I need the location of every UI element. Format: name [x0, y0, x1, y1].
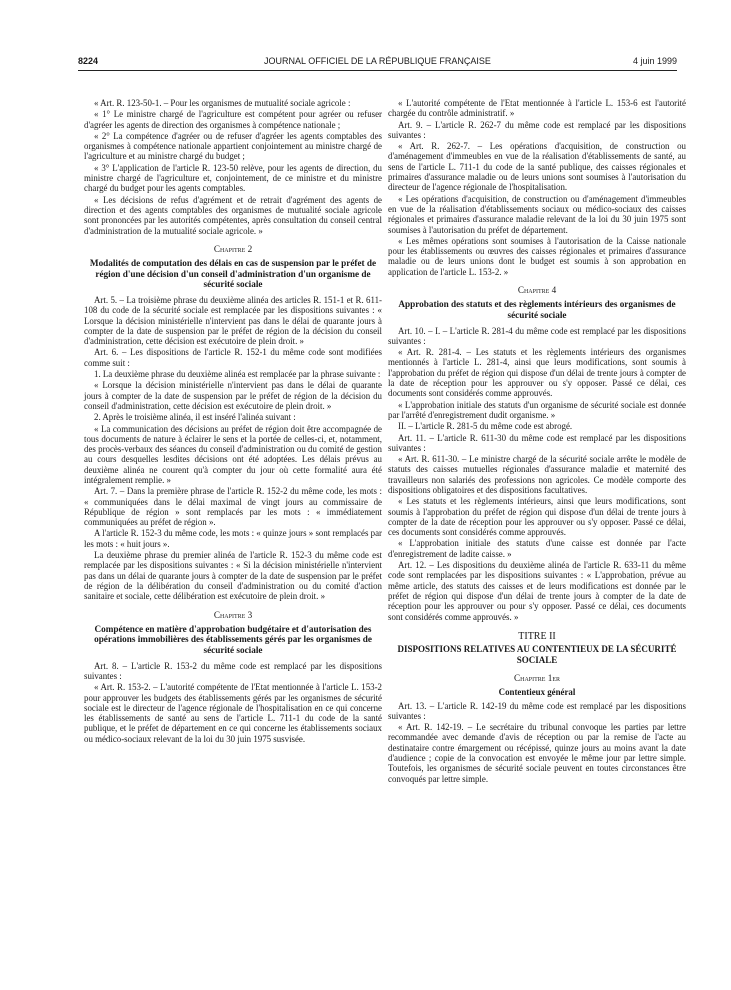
chapter-heading: Chapitre 4	[517, 285, 557, 296]
paragraph: « 2° La compétence d'agréer ou de refuser d'agréer les agents comptables des organismes à compétence nationale appartient conjointement au ministre chargé de l'agriculture et au ministre chargé du budget ;	[84, 130, 382, 162]
paragraph: « 1° Le ministre chargé de l'agriculture est compétent pour agréer ou refuser d'agréer les agents de direction des organismes à compétence nationale ;	[84, 109, 382, 130]
paragraph: Art. 7. – Dans la première phrase de l'article R. 152-2 du même code, les mots : « communiquées dans le délai maximal de vingt jours au commissaire de République de région » sont remplacés par les mots : « immédiatement communiquées au préfet de région ».	[84, 486, 382, 528]
chapter-heading: Chapitre 2	[213, 243, 253, 254]
paragraph: La deuxième phrase du premier alinéa de l'article R. 152-3 du même code est remplacée par les dispositions suivantes : « Si la décision ministérielle n'intervient pas dans un délai de quarante jours à compter de la date de suspension par le préfet de région de la délibération du conseil d'administration ou du comité d'action sanitaire et sociale, cette délibération est exécutoire de plein droit. »	[84, 550, 382, 602]
paragraph: « Les décisions de refus d'agrément et de retrait d'agrément des agents de direction et des agents comptables des organismes de mutualité sociale agricole sont prononcées par les autorités compétentes, après consultation du conseil central d'administration de la mutualité sociale agricole. »	[84, 194, 382, 236]
paragraph: « L'approbation initiale des statuts d'un organisme de sécurité sociale est donnée par l'arrêté d'enregistrement dudit organisme. »	[388, 399, 686, 420]
paragraph: II. – L'article R. 281-5 du même code est abrogé.	[398, 421, 573, 432]
paragraph: « Art. R. 153-2. – L'autorité compétente de l'Etat mentionnée à l'article L. 153-2 pour approuver les budgets des établissements gérés par les organismes de sécurité sociale est le directeur de l'agence régionale de l'hospitalisation en ce qui concerne les établissements de santé au sens de l'article L. 711-1 du code de la santé publique, et le préfet de département en ce qui concerne les établissements sociaux ou médico-sociaux relevant de la loi du 30 juin 1975 susvisée.	[84, 682, 382, 744]
page-number: 8224	[78, 56, 99, 66]
paragraph: Art. 6. – Les dispositions de l'article R. 152-1 du même code sont modifiées comme suit :	[84, 347, 382, 368]
paragraph: « Les opérations d'acquisition, de construction ou d'aménagement d'immeubles en vue de la réalisation d'établissements sociaux ou médico-sociaux des caisses régionales et primaires d'assurance maladie relevant de la loi du 30 juin 1975 sont soumises à l'autorisation du préfet de département.	[388, 193, 686, 235]
paragraph: Art. 13. – L'article R. 142-19 du même code est remplacé par les dispositions suivantes :	[388, 700, 686, 721]
paragraph: A l'article R. 152-3 du même code, les mots : « quinze jours » sont remplacés par les mots : « huit jours ».	[84, 528, 382, 549]
right-column	[388, 98, 686, 785]
header-divider	[78, 70, 677, 71]
paragraph: « La communication des décisions au préfet de région doit être accompagnée de tous documents de nature à éclairer le sens et la portée de celles-ci, et, notamment, des procès-verbaux des séances du conseil d'administration ou du comité de gestion au cours desquelles lesdites décisions ont été adoptées. Les délais prévus au deuxième alinéa ne courent qu'à compter du jour où cette formalité aura été intégralement remplie. »	[84, 423, 382, 485]
paragraph: « Art. R. 262-7. – Les opérations d'acquisition, de construction ou d'aménagement d'immeubles en vue de la réalisation d'établissements de santé, au sens de l'article L. 711-1 du code de la santé publique, des caisses régionales et primaires d'assurance maladie ou de leurs unions sont soumises à l'autorisation du directeur de l'agence régionale de l'hospitalisation.	[388, 141, 686, 193]
left-column	[84, 98, 382, 745]
paragraph: « Art. R. 281-4. – Les statuts et les règlements intérieurs des organismes mentionnés à l'article L. 281-4, ainsi que leurs modifications, sont soumis à l'approbation du préfet de région qui dispose d'un délai de trente jours à compter de la date de réception pour les approuver ou s'y opposer. Passé ce délai, ces documents sont considérés comme approuvés.	[388, 347, 686, 399]
paragraph: « Art. R. 142-19. – Le secrétaire du tribunal convoque les parties par lettre recommandée avec demande d'avis de réception ou par la remise de l'acte au destinataire contre émargement ou récépissé, quinze jours au moins avant la date d'audience ; copie de la convocation est envoyée le même jour par lettre simple. Toutefois, les organismes de sécurité sociale peuvent en toutes circonstances être convoqués par lettre simple.	[388, 722, 686, 784]
paragraph: 1. La deuxième phrase du deuxième alinéa est remplacée par la phrase suivante :	[94, 369, 381, 380]
paragraph: Art. 10. – I. – L'article R. 281-4 du même code est remplacé par les dispositions suivantes :	[388, 325, 686, 346]
paragraph: Art. 12. – Les dispositions du deuxième alinéa de l'article R. 633-11 du même code sont remplacées par les dispositions suivantes : « L'approbation, prévue au même article, des statuts des caisses et de leurs modifications est donnée par le préfet de région qui dispose d'un délai de trente jours à compter de la date de réception pour les approuver ou pour s'y opposer. Passé ce délai, ces documents sont considérés comme approuvés. »	[388, 560, 686, 622]
journal-title: JOURNAL OFFICIEL DE LA RÉPUBLIQUE FRANÇAISE	[264, 56, 491, 66]
paragraph: 2. Après le troisième alinéa, il est inséré l'alinéa suivant :	[94, 412, 296, 423]
chapter-title: Compétence en matière d'approbation budgétaire et d'autorisation des opérations immobilières des établissements gérés par les organismes de sécurité sociale	[94, 623, 372, 656]
paragraph: « Art. R. 611-30. – Le ministre chargé de la sécurité sociale arrête le modèle de statuts des caisses mutuelles régionales d'assurance maladie et maternité des travailleurs non salariés des professions non agricoles. Ce modèle comporte des dispositions obligatoires et des dispositions facultatives.	[388, 454, 686, 495]
paragraph: Art. 5. – La troisième phrase du deuxième alinéa des articles R. 151-1 et R. 611-108 du code de la sécurité sociale est remplacée par les dispositions suivantes : « Lorsque la décision ministérielle n'intervient pas dans le délai de quarante jours à compter de la date de suspension par le préfet de région de la décision du conseil d'administration, cette décision est exécutoire de plein droit. »	[84, 294, 382, 347]
chapter-heading: Chapitre 1er	[513, 672, 561, 683]
paragraph: « L'approbation initiale des statuts d'une caisse est donnée par l'acte d'enregistrement de ladite caisse. »	[388, 538, 686, 559]
paragraph: « L'autorité compétente de l'Etat mentionnée à l'article L. 153-6 est l'autorité chargée du contrôle administratif. »	[388, 98, 686, 119]
paragraph: Art. 8. – L'article R. 153-2 du même code est remplacé par les dispositions suivantes :	[84, 660, 382, 681]
section-subtitle: Contentieux général	[498, 687, 576, 698]
chapter-title: Modalités de computation des délais en cas de suspension par le préfet de région d'une décision d'un conseil d'administration d'un organisme de sécurité sociale	[89, 258, 377, 290]
chapter-title: Approbation des statuts et des règlements intérieurs des organismes de sécurité sociale	[398, 299, 676, 320]
paragraph: Art. 11. – L'article R. 611-30 du même code est remplacé par les dispositions suivantes :	[388, 432, 686, 453]
titre-subtitle: DISPOSITIONS RELATIVES AU CONTENTIEUX DE LA SÉCURITÉ SOCIALE	[397, 644, 677, 665]
paragraph: « Lorsque la décision ministérielle n'intervient pas dans le délai de quarante jours à compter de la date de suspension par le préfet de région de la décision du conseil d'administration, cette décision est exécutoire de plein droit. »	[84, 380, 382, 411]
paragraph: « Art. R. 123-50-1. – Pour les organismes de mutualité sociale agricole :	[94, 98, 351, 108]
paragraph: Art. 9. – L'article R. 262-7 du même code est remplacé par les dispositions suivantes :	[388, 119, 686, 140]
issue-date: 4 juin 1999	[632, 56, 677, 66]
paragraph: « 3° L'application de l'article R. 123-50 relève, pour les agents de direction, du ministre chargé de l'agriculture et, conjointement, de ce ministre et du ministre chargé du budget pour les agents comptables.	[84, 162, 382, 194]
paragraph: « Les mêmes opérations sont soumises à l'autorisation de la Caisse nationale pour les établissements ou œuvres des caisses régionales et primaires d'assurance maladie ou de leurs unions dont le budget est soumis à son approbation en application de l'article L. 153-2. »	[388, 235, 686, 277]
titre-heading: TITRE II	[518, 630, 556, 642]
paragraph: « Les statuts et les règlements intérieurs, ainsi que leurs modifications, sont soumis à l'approbation du préfet de région qui dispose d'un délai de trente jours à compter de la date de réception pour les approuver ou s'y opposer. Passé ce délai, ces documents sont considérés comme approuvés.	[388, 496, 686, 538]
chapter-heading: Chapitre 3	[213, 609, 253, 620]
